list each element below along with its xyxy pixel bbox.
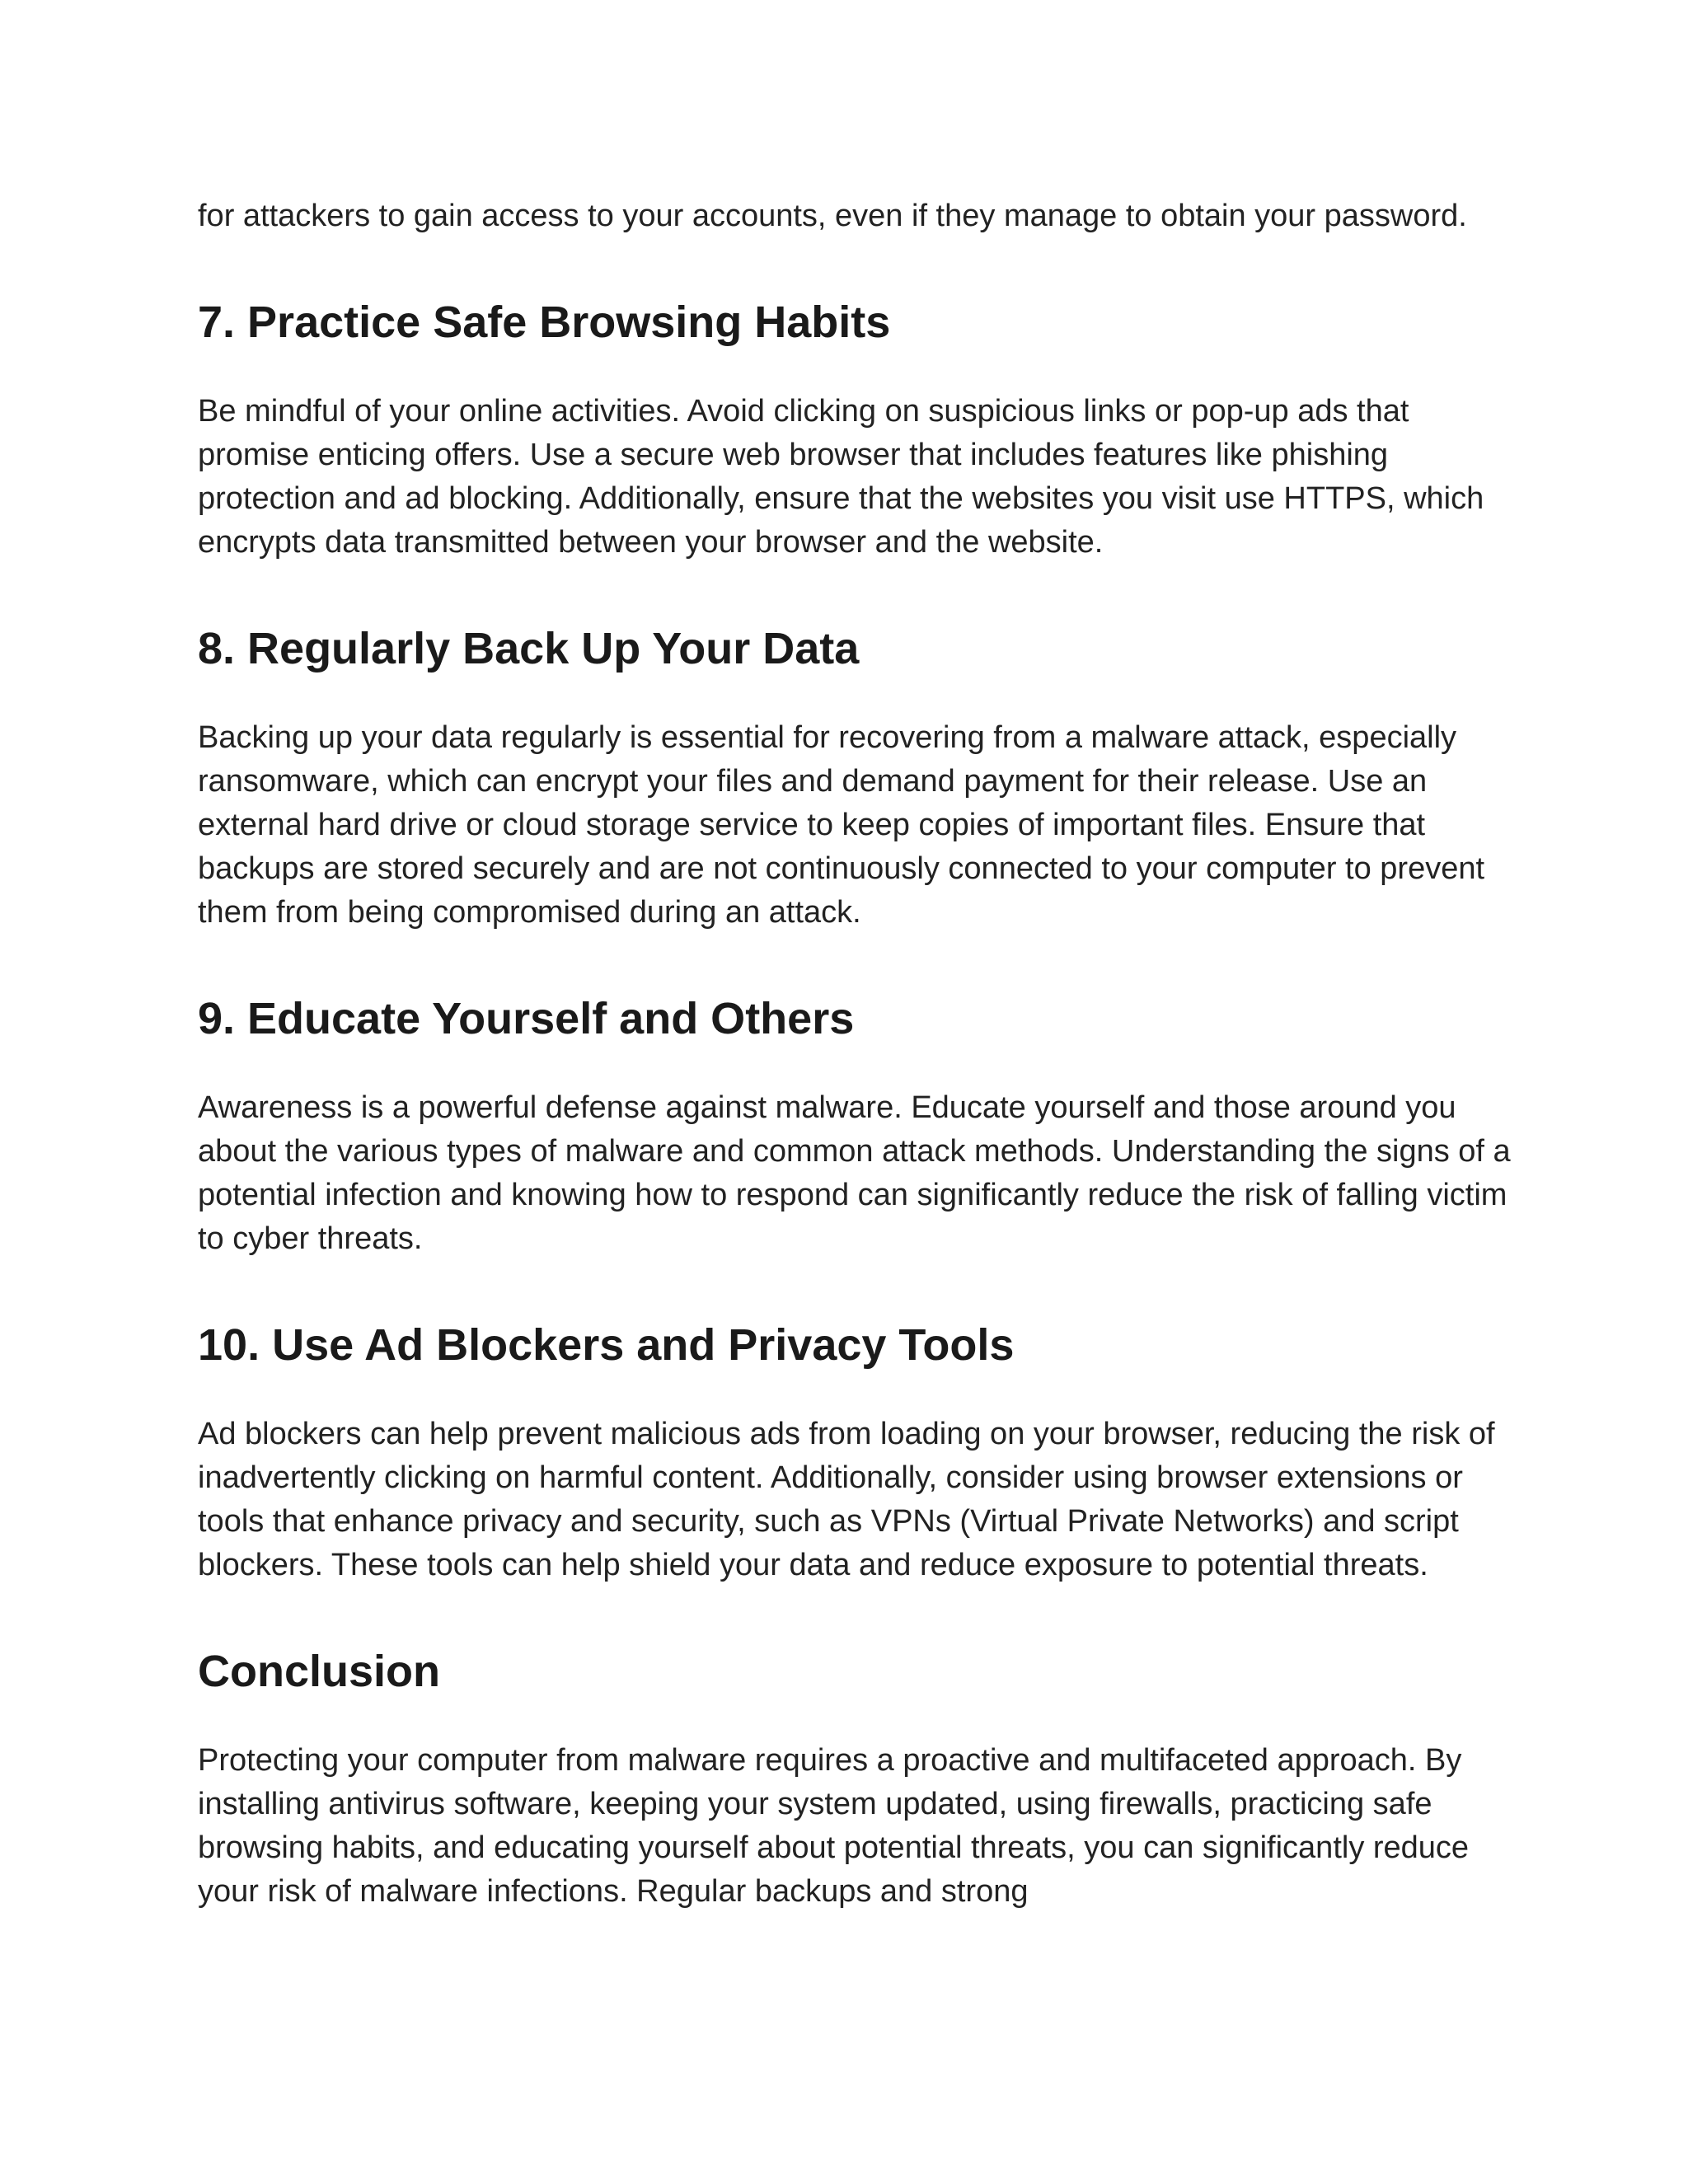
document-content (198, 194, 1517, 1914)
section-heading-safe-browsing: 7. Practice Safe Browsing Habits (198, 298, 891, 347)
intro-paragraph: for attackers to gain access to your accounts, even if they manage to obtain your password. (198, 199, 1467, 233)
section-body-backup: Backing up your data regularly is essential for recovering from a malware attack, especially ransomware, which can encrypt your files and demand payment for their release. Use an external hard drive or cloud storage service to keep copies of important files. Ensure that backups are stored securely and are not continuously connected to your computer to prevent them from being compromised during an attack. (198, 720, 1485, 930)
section-body-conclusion: Protecting your computer from malware requires a proactive and multifaceted approach. By installing antivirus software, keeping your system updated, using firewalls, practicing safe browsing habits, and educating yourself about potential threats, you can significantly reduce your risk of malware infections. Regular backups and strong (198, 1743, 1470, 1909)
section-heading-educate: 9. Educate Yourself and Others (198, 994, 855, 1043)
section-body-ad-blockers: Ad blockers can help prevent malicious ads from loading on your browser, reducing the risk of inadvertently clicking on harmful content. Additionally, consider using browser extensions or tools that enhance privacy and security, such as VPNs (Virtual Private Networks) and script blockers. These tools can help shield your data and reduce exposure to potential threats. (198, 1417, 1495, 1582)
section-heading-backup: 8. Regularly Back Up Your Data (198, 624, 860, 673)
section-heading-conclusion: Conclusion (198, 1647, 440, 1696)
section-body-educate: Awareness is a powerful defense against malware. Educate yourself and those around you about the various types of malware and common attack methods. Understanding the signs of a potential infection and knowing how to respond can significantly reduce the risk of falling victim to cyber threats. (198, 1090, 1511, 1256)
section-heading-ad-blockers: 10. Use Ad Blockers and Privacy Tools (198, 1320, 1015, 1370)
section-body-safe-browsing: Be mindful of your online activities. Avoid clicking on suspicious links or pop-up ads that promise enticing offers. Use a secure web browser that includes features like phishing protection and ad blocking. Additionally, ensure that the websites you visit use HTTPS, which encrypts data transmitted between your browser and the website. (198, 394, 1484, 560)
